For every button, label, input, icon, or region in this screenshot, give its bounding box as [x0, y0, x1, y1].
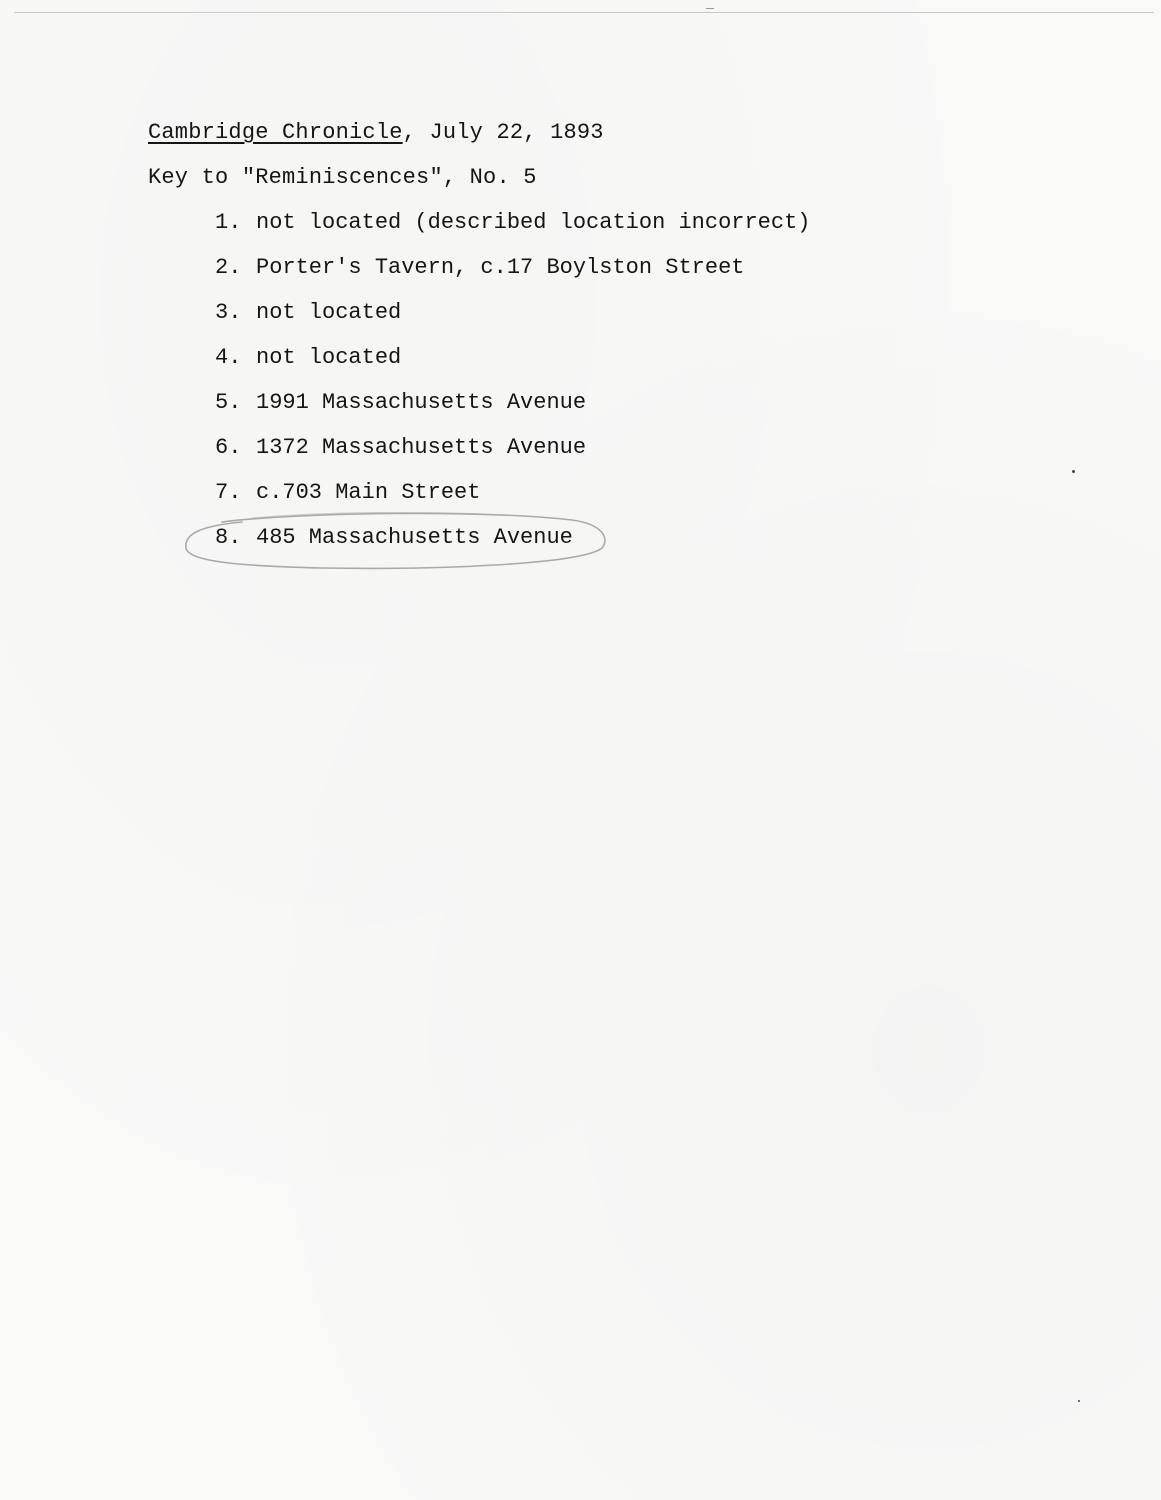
item-number: 4. [215, 345, 242, 370]
key-title: Key to "Reminiscences", No. 5 [148, 165, 537, 190]
item-text: 1372 Massachusetts Avenue [256, 435, 587, 460]
item-text: not located (described location incorrect) [256, 210, 811, 235]
pencil-circle-annotation [182, 508, 612, 574]
item-number: 8. [215, 525, 242, 550]
item-text: c.703 Main Street [256, 480, 481, 505]
item-text: not located [256, 300, 402, 325]
item-number: 1. [215, 210, 242, 235]
item-text: not located [256, 345, 402, 370]
item-number: 2. [215, 255, 242, 280]
item-number: 3. [215, 300, 242, 325]
paper-speck [1072, 470, 1075, 473]
item-number: 6. [215, 435, 242, 460]
item-text: 485 Massachusetts Avenue [256, 525, 573, 550]
heading-line [148, 120, 604, 146]
item-text: 1991 Massachusetts Avenue [256, 390, 587, 415]
paper-speck [1078, 1400, 1080, 1402]
top-edge-rule [14, 12, 1154, 13]
item-number: 5. [215, 390, 242, 415]
top-edge-tick [706, 8, 714, 9]
item-number: 7. [215, 480, 242, 505]
source-date: , July 22, 1893 [402, 120, 604, 145]
item-text: Porter's Tavern, c.17 Boylston Street [256, 255, 745, 280]
source-title: Cambridge Chronicle [148, 120, 403, 145]
